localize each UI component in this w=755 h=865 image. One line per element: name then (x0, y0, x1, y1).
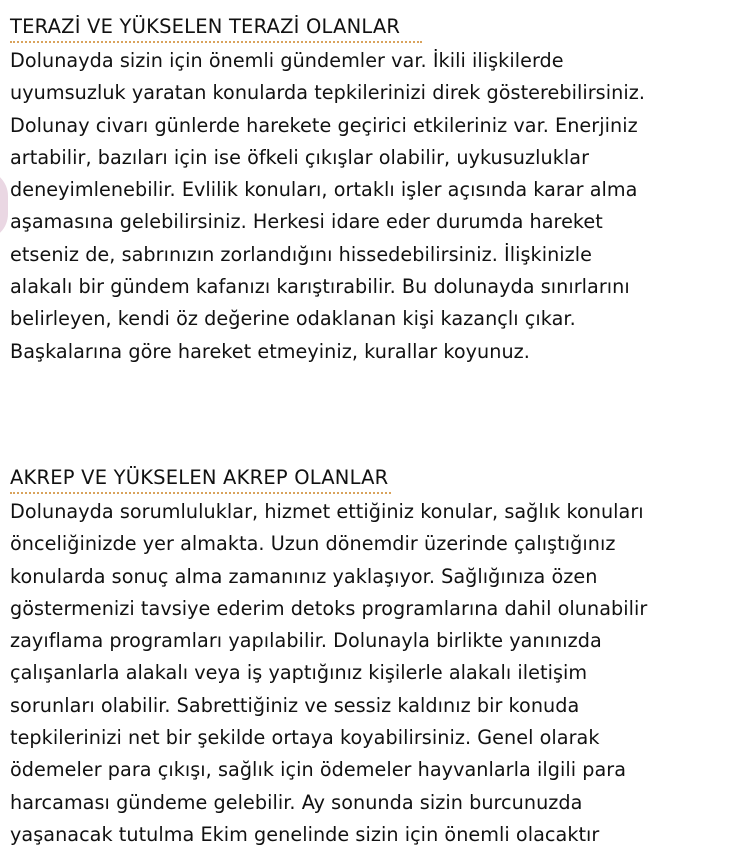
decorative-edge-shape (0, 170, 8, 240)
section-akrep (10, 465, 750, 851)
section-heading-terazi: TERAZİ VE YÜKSELEN TERAZİ OLANLAR (10, 14, 422, 43)
section-body-terazi: Dolunayda sizin için önemli gündemler var. İkili ilişkilerde uyumsuzluk yaratan konularda tepkilerinizi direk gösterebilirsiniz. Dolunay civarı günlerde harekete geçirici etkileriniz var. Enerjiniz artabilir, bazıları için ise öfkeli çıkışlar olabilir, uykusuzluklar deneyimlenebilir. Evlilik konuları, ortaklı işler açısında karar alma aşamasına gelebilirsiniz. Herkesi idare eder durumda hareket etseniz de, sabrınızın zorlandığını hissedebilirsiniz. İlişkinizle alakalı bir gündem kafanızı karıştırabilir. Bu dolunayda sınırlarını belirleyen, kendi öz değerine odaklanan kişi kazançlı çıkar. Başkalarına göre hareket etmeyiniz, kurallar koyunuz. (10, 49, 645, 363)
section-heading-akrep: AKREP VE YÜKSELEN AKREP OLANLAR (10, 465, 391, 494)
section-terazi (10, 14, 750, 368)
section-body-akrep: Dolunayda sorumluluklar, hizmet ettiğiniz konular, sağlık konuları önceliğinizde yer almakta. Uzun dönemdir üzerinde çalıştığınız konularda sonuç alma zamanınız yaklaşıyor. Sağlığınıza özen göstermenizi tavsiye ederim detoks programlarına dahil olunabilir zayıflama programları yapılabilir. Dolunayla birlikte yanınızda çalışanlarla alakalı veya iş yaptığınız kişilerle alakalı iletişim sorunları olabilir. Sabrettiğiniz ve sessiz kaldınız bir konuda tepkilerinizi net bir şekilde ortaya koyabilirsiniz. Genel olarak ödemeler para çıkışı, sağlık için ödemeler hayvanlarla ilgili para harcaması gündeme gelebilir. Ay sonunda sizin burcunuzda yaşanacak tutulma Ekim genelinde sizin için önemli olacaktır (10, 500, 648, 846)
